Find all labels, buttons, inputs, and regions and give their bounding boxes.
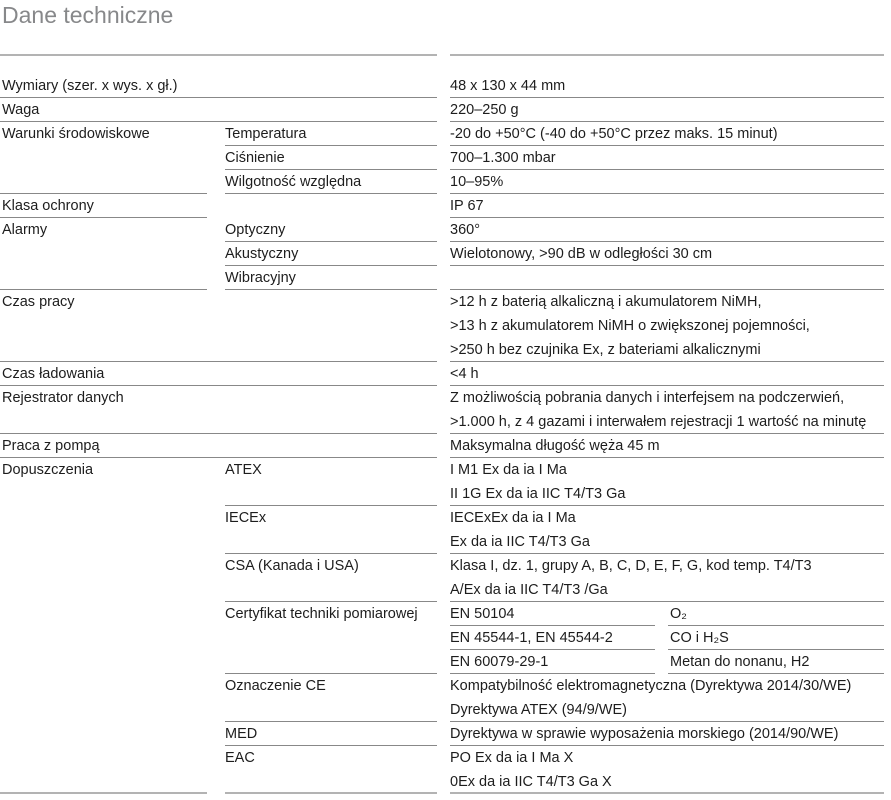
divider: [450, 265, 884, 266]
divider: [450, 97, 884, 98]
ce-marking-value-line: Dyrektywa ATEX (94/9/WE): [450, 702, 627, 718]
operating-time-value-line: >250 h bez czujnika Ex, z bateriami alkalicznymi: [450, 342, 761, 358]
divider: [668, 649, 884, 650]
divider: [450, 385, 884, 386]
divider: [225, 721, 437, 722]
divider: [225, 553, 437, 554]
protection-class-value: IP 67: [450, 198, 484, 214]
divider: [225, 673, 437, 674]
divider: [450, 169, 884, 170]
divider: [0, 121, 437, 122]
measurement-cert-label: Certyfikat techniki pomiarowej: [225, 606, 418, 622]
acoustic-alarm-value: Wielotonowy, >90 dB w odległości 30 cm: [450, 246, 713, 262]
temperature-value: -20 do +50°C (-40 do +50°C przez maks. 15 minut): [450, 126, 778, 142]
gas-oxygen: O₂: [670, 606, 687, 622]
iecex-label: IECEx: [225, 510, 267, 526]
divider: [450, 649, 655, 650]
divider: [225, 792, 437, 794]
atex-value-line: I M1 Ex da ia I Ma: [450, 462, 567, 478]
divider: [450, 54, 884, 56]
alarms-label: Alarmy: [2, 222, 48, 238]
divider: [450, 193, 884, 194]
divider: [450, 553, 884, 554]
environment-label: Warunki środowiskowe: [2, 126, 150, 142]
divider: [0, 193, 207, 194]
page-title: Dane techniczne: [2, 2, 174, 28]
divider: [225, 169, 437, 170]
divider: [225, 241, 437, 242]
protection-class-label: Klasa ochrony: [2, 198, 94, 214]
data-logger-value-line: Z możliwością pobrania danych i interfejsem na podczerwień,: [450, 390, 845, 406]
iecex-value-line: Ex da ia IIC T4/T3 Ga: [450, 534, 590, 550]
divider: [450, 121, 884, 122]
weight-value: 220–250 g: [450, 102, 519, 118]
med-label: MED: [225, 726, 258, 742]
ce-marking-label: Oznaczenie CE: [225, 678, 326, 694]
optical-alarm-value: 360°: [450, 222, 480, 238]
standard-en45544: EN 45544-1, EN 45544-2: [450, 630, 613, 646]
divider: [450, 241, 884, 242]
divider: [225, 193, 437, 194]
csa-value-line: A/Ex da ia IIC T4/T3 /Ga: [450, 582, 608, 598]
divider: [225, 745, 437, 746]
divider: [450, 145, 884, 146]
divider: [668, 625, 884, 626]
standard-en60079: EN 60079-29-1: [450, 654, 549, 670]
data-logger-label: Rejestrator danych: [2, 390, 124, 406]
divider: [225, 505, 437, 506]
acoustic-alarm-label: Akustyczny: [225, 246, 299, 262]
divider: [0, 289, 207, 290]
iecex-value-line: IECExEx da ia I Ma: [450, 510, 576, 526]
divider: [450, 505, 884, 506]
divider: [0, 457, 437, 458]
weight-label: Waga: [2, 102, 40, 118]
data-logger-value-line: >1.000 h, z 4 gazami i interwałem rejestracji 1 wartość na minutę: [450, 414, 867, 430]
divider: [0, 361, 437, 362]
divider: [450, 289, 884, 290]
pump-operation-label: Praca z pompą: [2, 438, 100, 454]
gas-methane-nonane: Metan do nonanu, H2: [670, 654, 810, 670]
csa-value-line: Klasa I, dz. 1, grupy A, B, C, D, E, F, G, kod temp. T4/T3: [450, 558, 812, 574]
divider: [225, 601, 437, 602]
divider: [225, 265, 437, 266]
divider: [450, 745, 884, 746]
divider: [450, 457, 884, 458]
divider: [450, 673, 655, 674]
operating-time-value-line: >12 h z baterią alkaliczną i akumulatorem NiMH,: [450, 294, 762, 310]
atex-value-line: II 1G Ex da ia IIC T4/T3 Ga: [450, 486, 626, 502]
standard-en50104: EN 50104: [450, 606, 515, 622]
divider: [0, 792, 207, 794]
divider: [450, 625, 655, 626]
operating-time-label: Czas pracy: [2, 294, 75, 310]
optical-alarm-label: Optyczny: [225, 222, 286, 238]
pump-operation-value: Maksymalna długość węża 45 m: [450, 438, 660, 454]
divider: [450, 361, 884, 362]
humidity-label: Wilgotność względna: [225, 174, 362, 190]
divider: [0, 433, 437, 434]
divider: [450, 601, 884, 602]
divider: [0, 385, 437, 386]
med-value: Dyrektywa w sprawie wyposażenia morskiego (2014/90/WE): [450, 726, 839, 742]
eac-value-line: 0Ex da ia IIC T4/T3 Ga X: [450, 774, 612, 790]
ce-marking-value-line: Kompatybilność elektromagnetyczna (Dyrektywa 2014/30/WE): [450, 678, 852, 694]
divider: [225, 145, 437, 146]
gas-co-h2s: CO i H₂S: [670, 630, 729, 646]
approvals-label: Dopuszczenia: [2, 462, 94, 478]
charging-time-label: Czas ładowania: [2, 366, 105, 382]
divider: [0, 97, 437, 98]
dimensions-value: 48 x 130 x 44 mm: [450, 78, 566, 94]
eac-value-line: PO Ex da ia I Ma X: [450, 750, 574, 766]
humidity-value: 10–95%: [450, 174, 504, 190]
divider: [0, 54, 437, 56]
divider: [0, 217, 207, 218]
csa-label: CSA (Kanada i USA): [225, 558, 359, 574]
divider: [225, 289, 437, 290]
vibration-alarm-label: Wibracyjny: [225, 270, 296, 286]
atex-label: ATEX: [225, 462, 262, 478]
dimensions-label: Wymiary (szer. x wys. x gł.): [2, 78, 178, 94]
divider: [450, 721, 884, 722]
operating-time-value-line: >13 h z akumulatorem NiMH o zwiększonej pojemności,: [450, 318, 810, 334]
pressure-value: 700–1.300 mbar: [450, 150, 556, 166]
divider: [450, 217, 884, 218]
divider: [450, 433, 884, 434]
temperature-label: Temperatura: [225, 126, 307, 142]
pressure-label: Ciśnienie: [225, 150, 285, 166]
eac-label: EAC: [225, 750, 255, 766]
charging-time-value: <4 h: [450, 366, 479, 382]
divider: [668, 673, 884, 674]
